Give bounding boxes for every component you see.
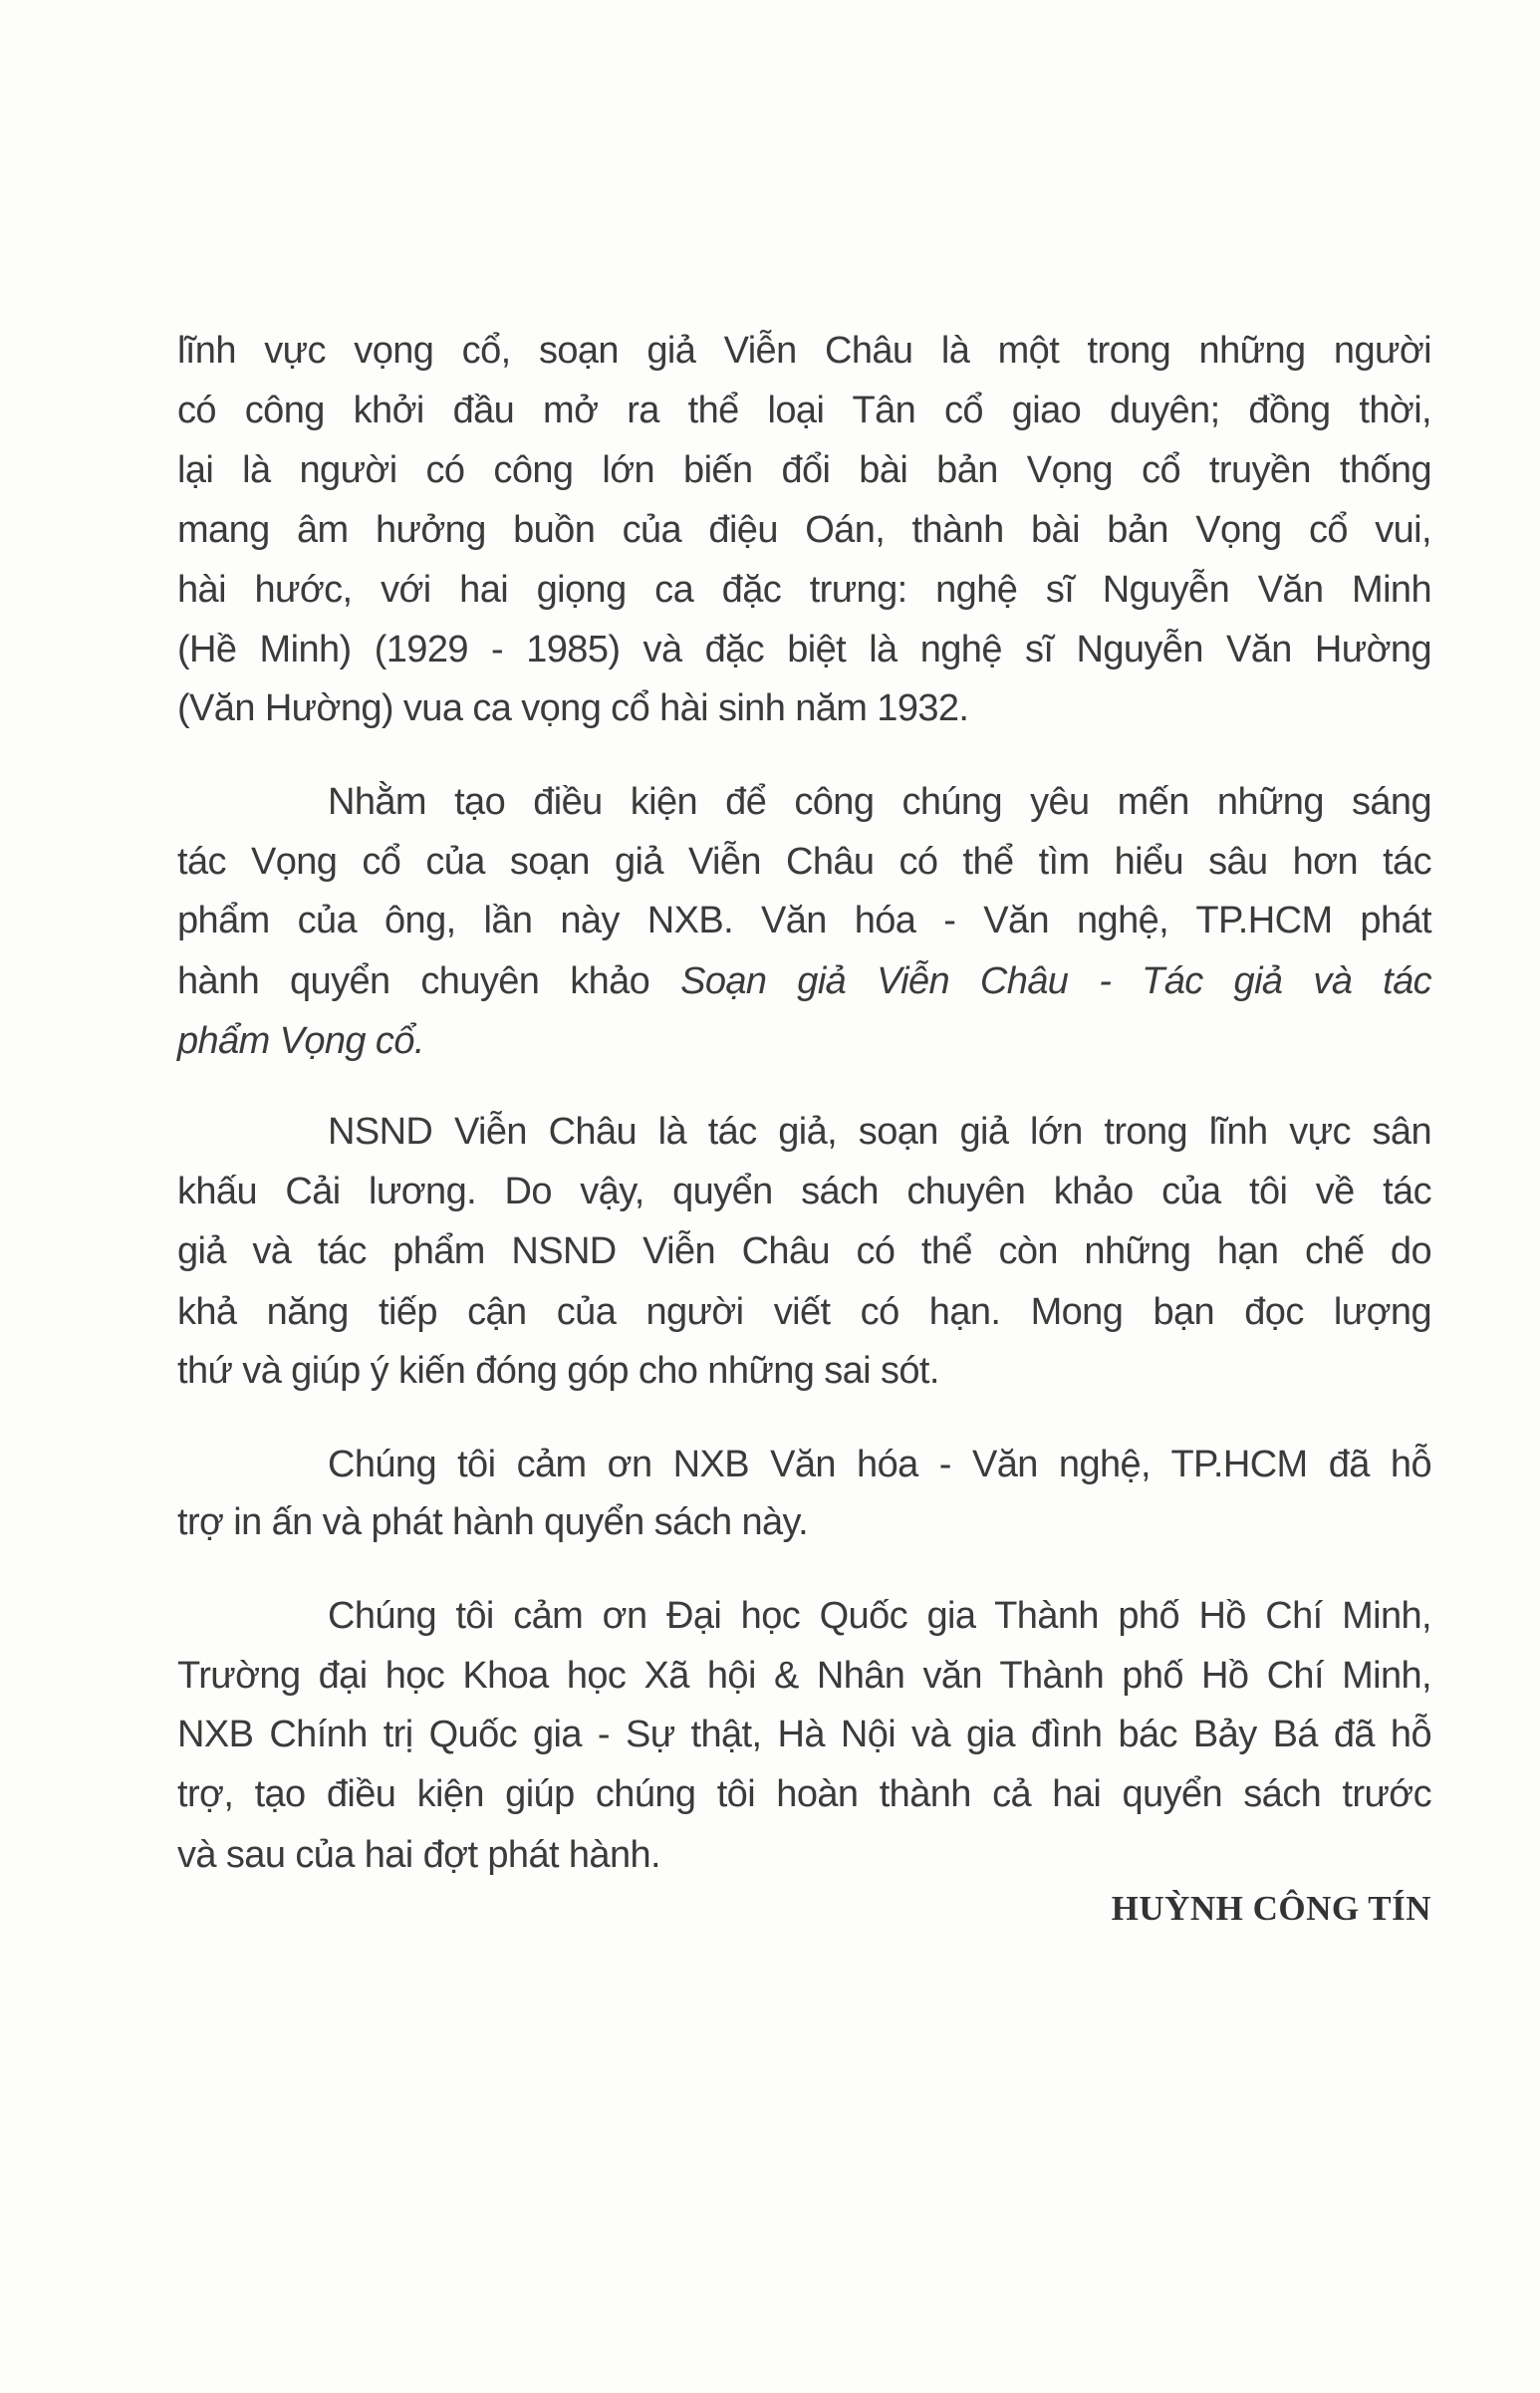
text-line: trợ, tạo điều kiện giúp chúng tôi hoàn thành cả hai quyển sách trước [177,1773,1431,1815]
text-line [177,1017,1431,1065]
text-line: hài hước, với hai giọng ca đặc trưng: nghệ sĩ Nguyễn Văn Minh [177,569,1431,611]
text-line [177,957,1431,1005]
text-line: lại là người có công lớn biến đổi bài bản Vọng cổ truyền thống [177,449,1431,491]
text-line: lĩnh vực vọng cổ, soạn giả Viễn Châu là một trong những người [177,330,1431,372]
text-line: NSND Viễn Châu là tác giả, soạn giả lớn trong lĩnh vực sân [328,1111,1431,1153]
text-line: mang âm hưởng buồn của điệu Oán, thành bài bản Vọng cổ vui, [177,509,1431,551]
text-line: NXB Chính trị Quốc gia - Sự thật, Hà Nội và gia đình bác Bảy Bá đã hỗ [177,1714,1431,1755]
text-line: và sau của hai đợt phát hành. [177,1834,660,1876]
text-line: thứ và giúp ý kiến đóng góp cho những sai sót. [177,1350,939,1392]
text-line: có công khởi đầu mở ra thể loại Tân cổ giao duyên; đồng thời, [177,390,1431,431]
author-signature: HUỲNH CÔNG TÍN [1111,1889,1431,1928]
book-title-italic: Soạn giả Viễn Châu - Tác giả và tác [680,960,1432,1002]
text-line: tác Vọng cổ của soạn giả Viễn Châu có thể tìm hiểu sâu hơn tác [177,841,1431,883]
text-line: khấu Cải lương. Do vậy, quyển sách chuyên khảo của tôi về tác [177,1171,1431,1212]
text-line: Chúng tôi cảm ơn NXB Văn hóa - Văn nghệ, TP.HCM đã hỗ [328,1444,1431,1485]
text-line: Chúng tôi cảm ơn Đại học Quốc gia Thành phố Hồ Chí Minh, [328,1595,1431,1637]
text-line: (Hề Minh) (1929 - 1985) và đặc biệt là nghệ sĩ Nguyễn Văn Hường [177,629,1431,670]
text-line: trợ in ấn và phát hành quyển sách này. [177,1501,809,1543]
text-line: khả năng tiếp cận của người viết có hạn. Mong bạn đọc lượng [177,1291,1431,1333]
text-line: Nhằm tạo điều kiện để công chúng yêu mến những sáng [328,781,1431,823]
book-title-italic: phẩm Vọng cổ. [177,1020,424,1062]
text-line: (Văn Hường) vua ca vọng cổ hài sinh năm 1932. [177,687,969,729]
text-line: Trường đại học Khoa học Xã hội & Nhân văn Thành phố Hồ Chí Minh, [177,1655,1431,1697]
plain-text: hành quyển chuyên khảo [177,960,681,1002]
text-line: giả và tác phẩm NSND Viễn Châu có thể còn những hạn chế do [177,1230,1431,1272]
text-line: phẩm của ông, lần này NXB. Văn hóa - Văn nghệ, TP.HCM phát [177,900,1431,941]
